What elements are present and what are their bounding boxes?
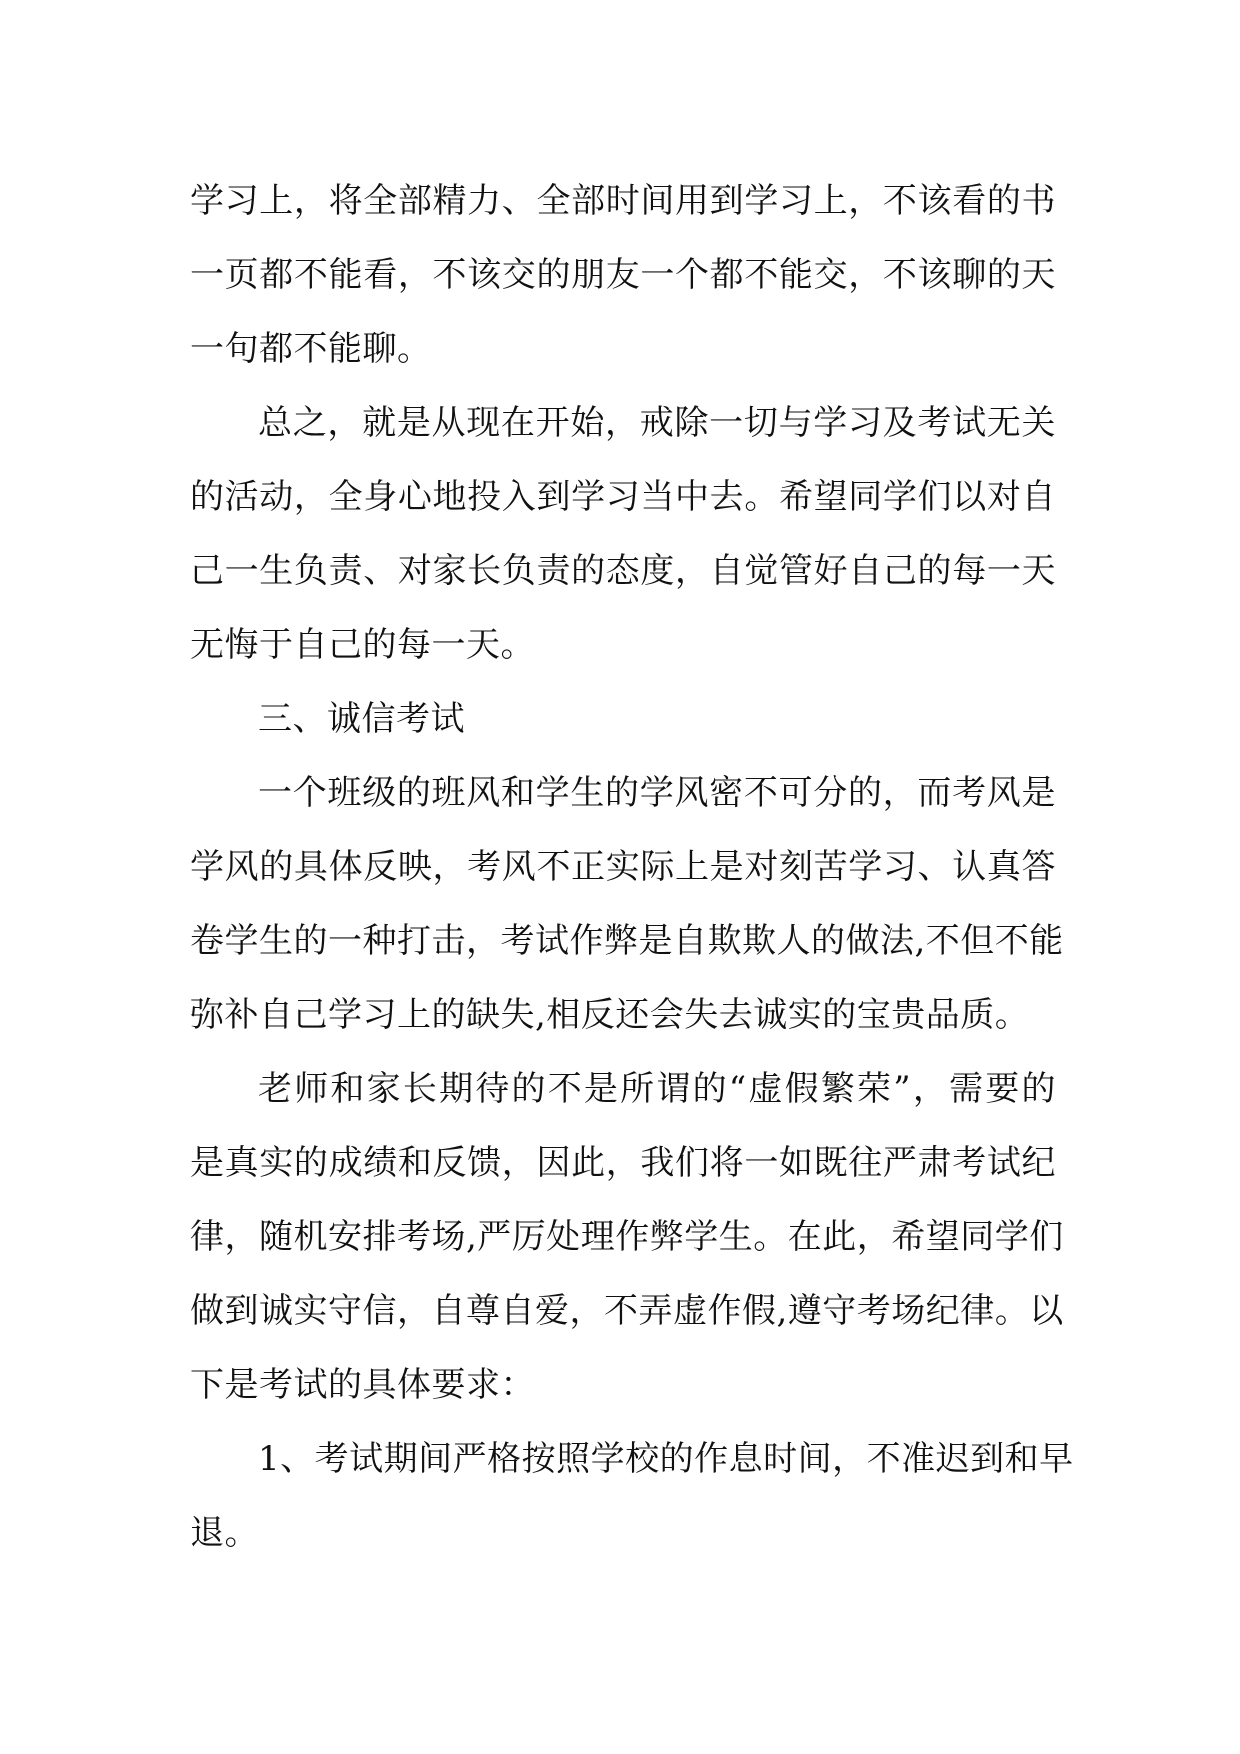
text-line: 一页都不能看，不该交的朋友一个都不能交，不该聊的天 [190, 255, 1056, 295]
text-line: 三、诚信考试 [258, 699, 465, 739]
text-line: 老师和家长期待的不是所谓的“虚假繁荣”，需要的 [258, 1069, 1056, 1109]
paragraph-teacher-expectations [190, 1052, 1064, 1422]
text-line: 1、考试期间严格按照学校的作息时间，不准迟到和早 [258, 1439, 1074, 1479]
section-heading-honest-exam [190, 682, 1056, 756]
text-line: 做到诚实守信，自尊自爱，不弄虚作假,遵守考场纪律。以 [190, 1291, 1064, 1331]
text-line: 是真实的成绩和反馈，因此，我们将一如既往严肃考试纪 [190, 1143, 1056, 1183]
text-line: 卷学生的一种打击，考试作弊是自欺欺人的做法,不但不能 [190, 921, 1064, 961]
text-line: 学风的具体反映，考风不正实际上是对刻苦学习、认真答 [190, 847, 1056, 887]
text-line: 的活动，全身心地投入到学习当中去。希望同学们以对自 [190, 477, 1056, 517]
text-line: 弥补自己学习上的缺失,相反还会失去诚实的宝贵品质。 [190, 995, 1030, 1035]
document-body [190, 164, 1074, 1570]
text-line: 无悔于自己的每一天。 [190, 625, 535, 665]
text-line: 学习上，将全部精力、全部时间用到学习上，不该看的书 [190, 181, 1056, 221]
paragraph-study-focus [190, 164, 1056, 386]
list-item-requirement-1 [190, 1422, 1074, 1570]
text-line: 一个班级的班风和学生的学风密不可分的，而考风是 [258, 773, 1056, 813]
text-line: 律，随机安排考场,严厉处理作弊学生。在此，希望同学们 [190, 1217, 1064, 1257]
text-line: 一句都不能聊。 [190, 329, 432, 369]
text-line: 下是考试的具体要求： [190, 1365, 535, 1405]
text-line: 退。 [190, 1513, 259, 1553]
text-line: 己一生负责、对家长负责的态度，自觉管好自己的每一天 [190, 551, 1056, 591]
paragraph-summary [190, 386, 1056, 682]
text-line: 总之，就是从现在开始，戒除一切与学习及考试无关 [258, 403, 1056, 443]
paragraph-exam-style [190, 756, 1064, 1052]
